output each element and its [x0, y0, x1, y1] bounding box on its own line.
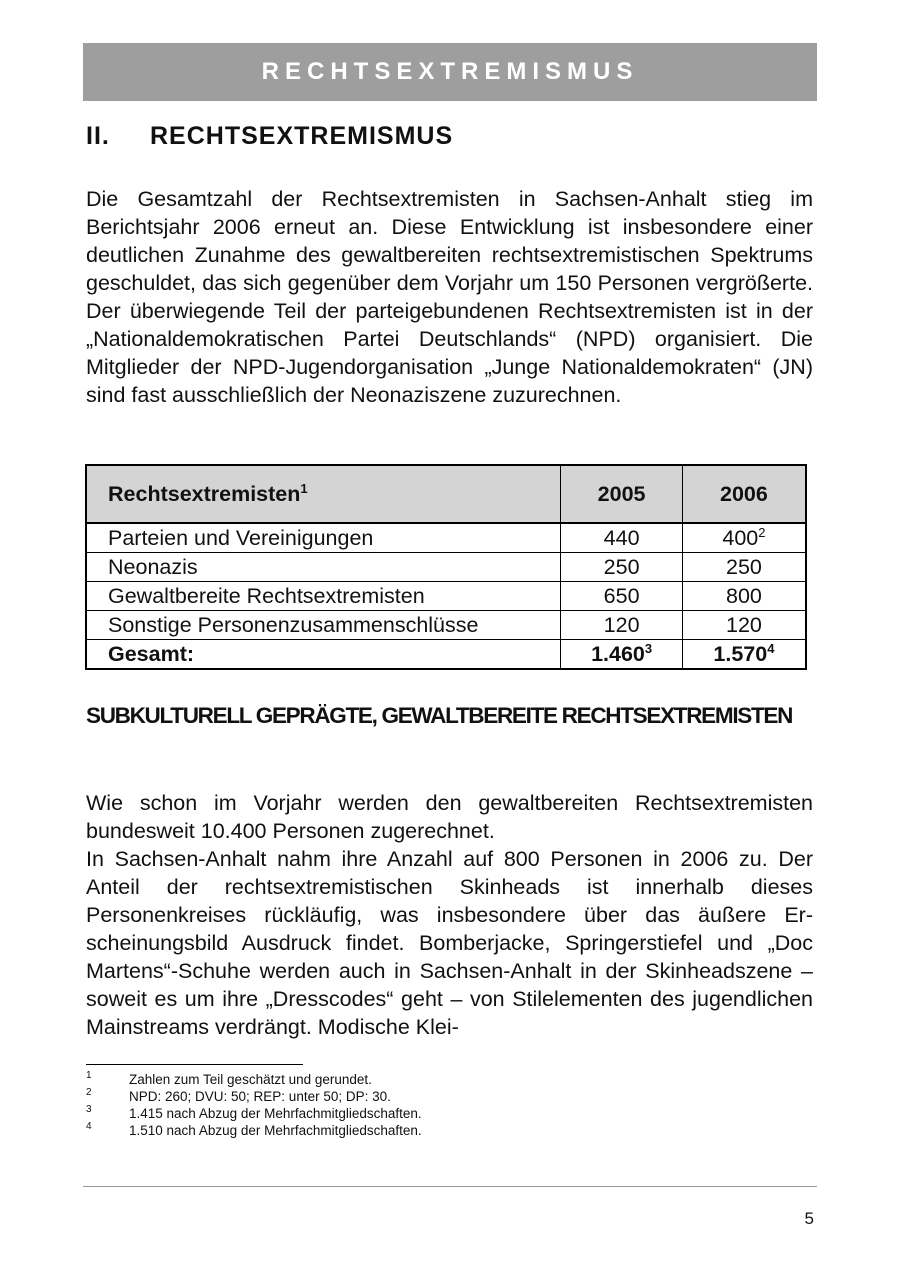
footnote-number: 3	[86, 1104, 92, 1115]
row-label: Sonstige Personenzusammenschlüsse	[86, 611, 561, 640]
intro-paragraph: Die Gesamtzahl der Rechtsextremisten in Sachsen-Anhalt stieg im Berichtsjahr 2006 erneut an. Diese Entwicklung ist insbesondere einer deutlichen Zunahme des gewaltbereiten rechtsextremistischen Spektrums geschuldet, das sich gegenüber dem Vorjahr um 150 Personen vergrößerte. Der überwiegende Teil der parteigebundenen Rechtsextremisten ist in der „Nationaldemokratischen Partei Deutschlands“ (NPD) organisiert. Die Mitglieder der NPD-Jugendorganisation „Junge Nationaldemokraten“ (JN) sind fast ausschließlich der Neonaziszene zuzurechnen.	[86, 187, 813, 407]
header-label: Rechtsextremisten	[108, 481, 301, 506]
footnote-ref: 2	[758, 524, 766, 540]
row-label: Gewaltbereite Rechtsextremisten	[86, 582, 561, 611]
table-total-row	[86, 640, 806, 670]
body-paragraph: In Sachsen-Anhalt nahm ihre Anzahl auf 800 Personen in 2006 zu. Der Anteil der rechtsextremistischen Skinheads ist innerhalb dieses Personenkreises rückläufig, was insbesondere über das äußere Erscheinungsbild Ausdruck findet. Bomberjacke, Springerstiefel und „Doc Martens“-Schuhe werden auch in Sachsen-Anhalt in der Skinheadszene – soweit es um ihre „Dresscodes“ geht – von Stilelementen des jugendlichen Mainstreams verdrängt. Modische Klei-	[86, 847, 813, 1039]
row-label: Neonazis	[86, 553, 561, 582]
footnote-number: 4	[86, 1121, 92, 1132]
footnote	[86, 1122, 686, 1139]
footnote-ref: 3	[644, 640, 653, 656]
footnote	[86, 1071, 686, 1088]
subheading: SUBKULTURELL GEPRÄGTE, GEWALTBEREITE RECHTSEXTREMISTEN	[86, 703, 793, 728]
footnote-number: 2	[86, 1087, 92, 1098]
total-2006: 1.570$^4$	[682, 640, 806, 670]
value-2005: 250	[561, 553, 683, 582]
footnote-ref: 4	[767, 640, 775, 656]
section-title	[86, 122, 453, 151]
row-label: Parteien und Vereinigungen	[86, 523, 561, 553]
header-year-2005: 2005	[561, 465, 683, 523]
table-row	[86, 553, 806, 582]
section-title-text: RECHTSEXTREMISMUS	[150, 122, 454, 150]
value-2006: 800	[682, 582, 806, 611]
footnote-text: Zahlen zum Teil geschätzt und gerundet.	[129, 1072, 372, 1087]
table-row	[86, 523, 806, 553]
body-paragraph: Wie schon im Vorjahr werden den gewaltbereiten Rechtsextremisten bundesweit 10.400 Personen zugerechnet.	[86, 791, 813, 843]
value-2005: 440	[561, 523, 683, 553]
footnote-text: 1.415 nach Abzug der Mehrfachmitgliedschaften.	[129, 1106, 422, 1121]
value-2006: $400^2$	[682, 523, 806, 553]
value-2006: 250	[682, 553, 806, 582]
table-row	[86, 611, 806, 640]
header-year-2006: 2006	[682, 465, 806, 523]
total-2005: 1.460$^3$	[561, 640, 683, 670]
section-number: II.	[86, 122, 110, 150]
footnote-ref: 1	[300, 480, 308, 496]
total-label: Gesamt:	[86, 640, 561, 670]
table-row	[86, 582, 806, 611]
footnotes	[86, 1071, 686, 1139]
footnote-number: 1	[86, 1070, 92, 1081]
running-header	[83, 43, 817, 101]
value-2005: 120	[561, 611, 683, 640]
footnote-text: 1.510 nach Abzug der Mehrfachmitgliedschaften.	[129, 1123, 422, 1138]
footer-divider	[83, 1186, 817, 1187]
footnote	[86, 1105, 686, 1122]
statistics-table	[85, 464, 807, 670]
table-header-row	[86, 465, 806, 523]
page-number: 5	[804, 1209, 814, 1228]
footnote	[86, 1088, 686, 1105]
value-2006: 120	[682, 611, 806, 640]
footnote-text: NPD: 260; DVU: 50; REP: unter 50; DP: 30.	[129, 1089, 391, 1104]
body-text	[86, 789, 813, 1041]
value-2005: 650	[561, 582, 683, 611]
running-header-title: RECHTSEXTREMISMUS	[261, 58, 639, 85]
footnote-divider	[86, 1064, 303, 1065]
header-label-cell	[86, 465, 561, 523]
